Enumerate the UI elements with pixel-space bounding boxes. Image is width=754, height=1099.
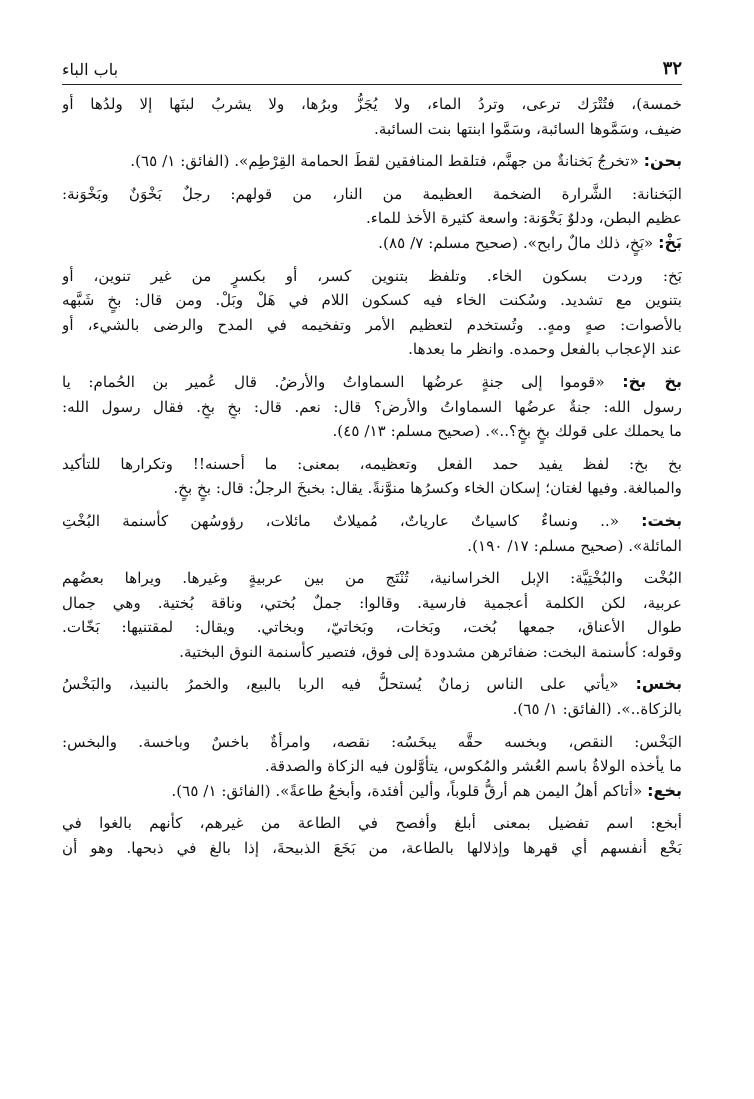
- line-text: بالأصوات: صهٍ ومهٍ.. وتُستخدم لتعظيم الأمر وتفخيمه في المدح والرضى بالشيء، أو: [62, 315, 682, 334]
- line-text: خمسة)، فتُتْرَك ترعى، وتردُ الماء، ولا يُجَزُّ وبرُها، ولا يشربُ لبنَها إلا ولدُها أو: [62, 95, 682, 113]
- line-text: ضيف، وسَمَّوها السائبة، وسَمَّوا ابنتها بنت السائبة.: [374, 119, 682, 138]
- paragraph-gap: [62, 664, 682, 672]
- text-line: [62, 452, 682, 477]
- line-text: البَخنانة: الشَّرارة الضخمة العظيمة من النار، من قولهم: رجلٌ بَخْوَنٌ وبَخْوَنة:: [62, 184, 682, 203]
- text-line: [62, 206, 682, 231]
- line-text: ما يحملك على قولك بخٍ بخٍ؟..». (صحيح مسلم: ١٣/ ٤٥).: [332, 422, 682, 441]
- paragraph-gap: [62, 501, 682, 509]
- line-text: البَخْس: النقص، وبخسه حقَّه يبخَسُه: نقصه، وامرأةٌ باخسٌ وباخسة. والبخس:: [62, 732, 682, 751]
- paragraph-gap: [62, 444, 682, 452]
- line-text: بَخْع أنفسهم أي قهرها وإذلالها بالطاعة، من بَخَعَ الذبيحةَ، إذا بالغ في ذبحها. وهو أن: [62, 839, 682, 858]
- text-line: [62, 395, 682, 420]
- text-line: [62, 370, 682, 395]
- text-line: [62, 811, 682, 836]
- line-text: المائلة». (صحيح مسلم: ١٧/ ١٩٠).: [467, 536, 682, 555]
- paragraph-gap: [62, 174, 682, 182]
- document-body: [62, 92, 682, 861]
- paragraph-gap: [62, 362, 682, 370]
- line-text: «.. ونساءٌ كاسياتٌ عارياتٌ، مُميلاتٌ مائلات، رؤوسُهن كأسنمة البُخْتِ: [62, 511, 642, 530]
- text-line: [62, 313, 682, 338]
- line-text: عظيم البطن، ودلوٌ بَخْوَنة: واسعة كثيرة الأخذ للماء.: [365, 209, 682, 228]
- line-text: عند الإعجاب بالفعل وحمده. وانظر ما بعدها.: [408, 340, 682, 359]
- line-text: «تخرجُ بَخنانةٌ من جهنَّم، فتلقط المنافقين لقطَ الحمامة القِرْطِم». (الفائق: ١/ ٦٥).: [130, 152, 644, 171]
- text-line: [62, 615, 682, 640]
- line-text: «بَخٍ، ذلك مالٌ رابح». (صحيح مسلم: ٧/ ٨٥).: [378, 233, 659, 252]
- text-line: [62, 779, 682, 804]
- text-line: [62, 730, 682, 755]
- text-line: [62, 754, 682, 779]
- paragraph-gap: [62, 722, 682, 730]
- line-text: رسول الله: جنةٌ عرضُها السماواتُ والأرض؟ قال: نعم. قال: بخٍ بخٍ. فقال رسول الله:: [62, 397, 682, 416]
- line-text: وقوله: كأسنمة البخت: ضفائرهن مشدودة إلى فوق، فتصير كأسنمة النوق البختية.: [179, 642, 682, 661]
- line-text: بتنوين مع تشديد. وسُكنت الخاء فيه كسكون اللام في هَلْ وبَلْ. ومن قال: بخٍ شَبَّهه: [62, 291, 682, 310]
- text-line: [62, 591, 682, 616]
- text-line: [62, 231, 682, 256]
- line-text: «يأتي على الناس زمانٌ يُستحلُّ فيه الربا بالبيع، والخمرُ بالنبيذ، والبَخْسُ: [62, 675, 636, 694]
- page-number: ٣٢: [662, 58, 682, 79]
- paragraph-gap: [62, 803, 682, 811]
- paragraph-gap: [62, 558, 682, 566]
- line-text: أبخع: اسم تفضيل بمعنى أبلغ وأفصح في الطاعة من غيرهم، كأنهم بالغوا في: [62, 814, 682, 833]
- text-line: [62, 182, 682, 207]
- entry-headword: بحن:: [643, 151, 682, 171]
- text-line: [62, 509, 682, 534]
- paragraph-gap: [62, 141, 682, 149]
- text-line: [62, 534, 682, 559]
- text-line: [62, 337, 682, 362]
- line-text: بخ بخ: لفظ يفيد حمد الفعل وتعظيمه، بمعنى: ما أحسنه!! وتكرارها للتأكيد: [62, 454, 682, 473]
- line-text: والمبالغة. وفيها لغتان؛ إسكان الخاء وكسرُها منوَّنةً. يقال: بخبخَ الرجلُ: قال: بخٍ بخٍ.: [173, 479, 682, 498]
- line-text: بَخ: وردت بسكون الخاء. وتلفظ بتنوين كسر، أو بكسرٍ من غير تنوين، أو: [62, 266, 682, 285]
- text-line: [62, 476, 682, 501]
- text-line: [62, 264, 682, 289]
- entry-headword: بخ بخ:: [622, 371, 682, 391]
- text-line: [62, 419, 682, 444]
- text-line: [62, 149, 682, 174]
- line-text: عربية، لكن الكلمة أعجمية فارسية. وقالوا: جملٌ بُختي، وناقة بُختية. وهي جمال: [62, 593, 682, 612]
- line-text: «قوموا إلى جنةٍ عرضُها السماواتُ والأرضُ. قال عُمير بن الحُمام: يا: [62, 372, 623, 391]
- paragraph-gap: [62, 256, 682, 264]
- running-title: باب الباء: [62, 60, 119, 79]
- line-text: البُخْت والبُخْتِيَّة: الإبل الخراسانية، تُنْتَج من بين عربيةٍ وغيرها. ويراها بعضُهم: [62, 569, 682, 588]
- line-text: «أتاكم أهلُ اليمن هم أرقُّ قلوباً، وألين أفئدة، وأبخعُ طاعةً». (الفائق: ١/ ٦٥).: [171, 781, 648, 800]
- line-text: ما يأخذه الولاةُ باسم العُشر والمُكوس، يتأوَّلون فيه الزكاة والصدقة.: [264, 757, 682, 776]
- text-line: [62, 836, 682, 861]
- text-line: [62, 566, 682, 591]
- text-line: [62, 288, 682, 313]
- entry-headword: بخت:: [641, 510, 682, 530]
- entry-headword: بَخْ:: [658, 232, 682, 252]
- text-line: [62, 117, 682, 142]
- entry-headword: بخع:: [647, 780, 682, 800]
- text-line: [62, 92, 682, 117]
- text-line: [62, 672, 682, 697]
- entry-headword: بخس:: [635, 674, 682, 694]
- text-line: [62, 640, 682, 665]
- page-header: [62, 58, 682, 85]
- line-text: طوال الأعناق، جمعها بُخت، وبَخات، وبَخاتيّ، وبخاتي. ويقال: لمقتنيها: بَخّات.: [62, 618, 682, 637]
- line-text: بالزكاة..». (الفائق: ١/ ٦٥).: [512, 700, 682, 719]
- text-line: [62, 697, 682, 722]
